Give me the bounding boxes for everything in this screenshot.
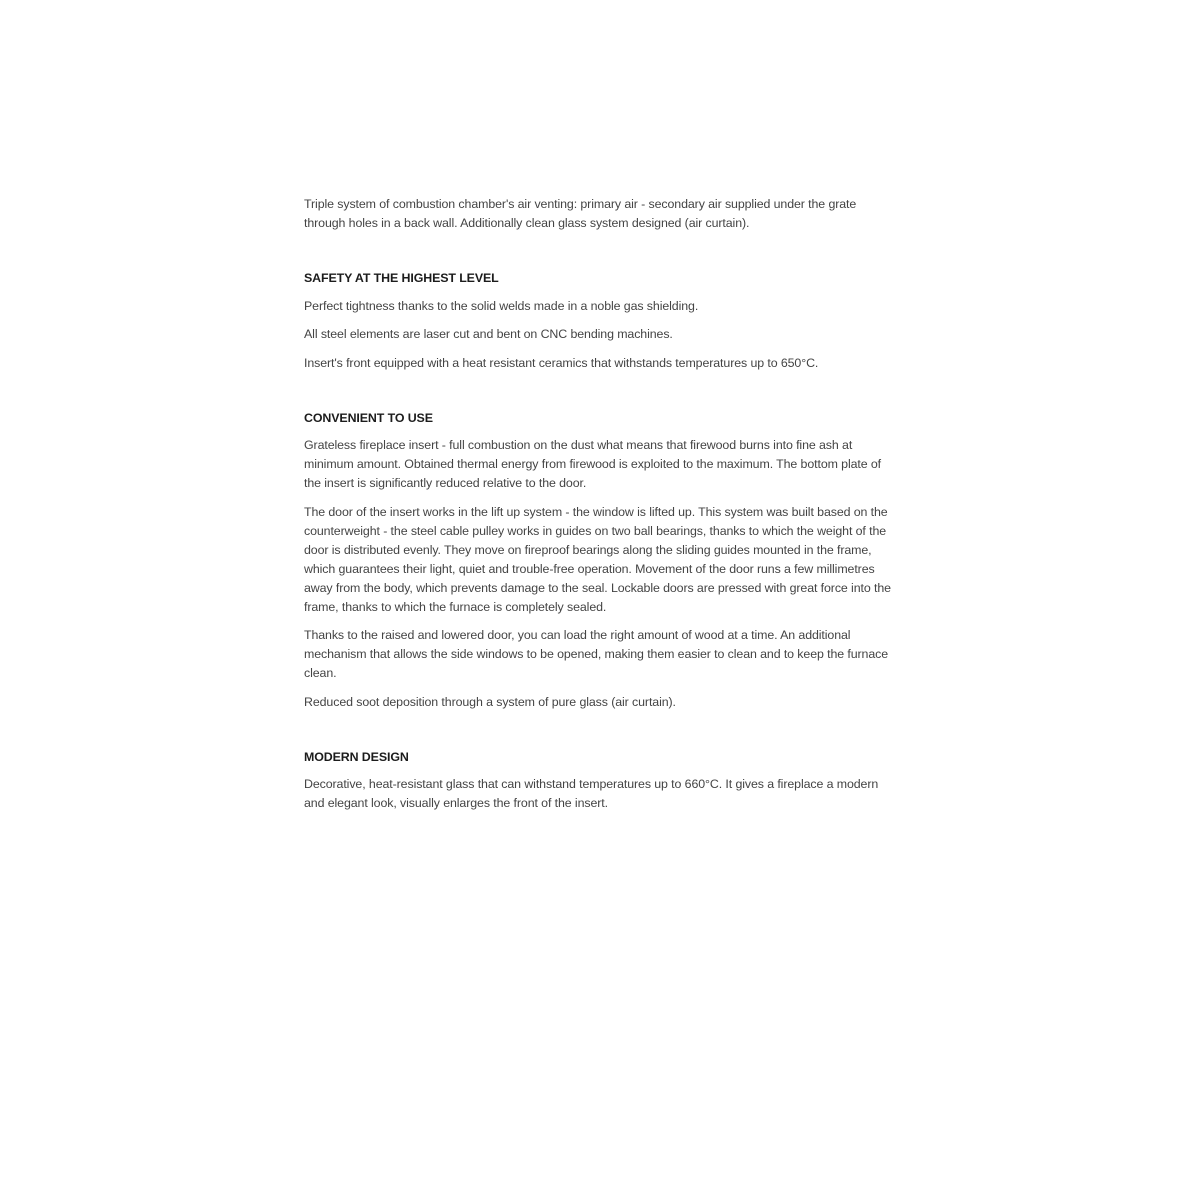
convenient-paragraph: The door of the insert works in the lift up system - the window is lifted up. This system was built based on the counterweight - the steel cable pulley works in guides on two ball bearings, thanks to which the weight of the door is distributed evenly. They move on fireproof bearings along the sliding guides mounted in the frame, which guarantees their light, quiet and trouble-free operation. Movement of the door runs a few millimetres away from the body, which prevents damage to the seal. Lockable doors are pressed with great force into the frame, thanks to which the furnace is completely sealed. <box>304 504 891 614</box>
safety-paragraph: Insert's front equipped with a heat resistant ceramics that withstands temperatures up to 650°C. <box>304 355 819 370</box>
convenient-paragraph: Thanks to the raised and lowered door, you can load the right amount of wood at a time. An additional mechanism that allows the side windows to be opened, making them easier to clean and to keep the furnace clean. <box>304 628 889 680</box>
section-heading-modern-design: MODERN DESIGN <box>304 749 409 764</box>
safety-paragraph: Perfect tightness thanks to the solid welds made in a noble gas shielding. <box>304 298 699 313</box>
modern-design-paragraph: Decorative, heat-resistant glass that can withstand temperatures up to 660°C. It gives a fireplace a modern and elegant look, visually enlarges the front of the insert. <box>304 777 879 810</box>
section-convenient <box>304 409 894 712</box>
document-body <box>304 195 894 823</box>
safety-paragraph: All steel elements are laser cut and bent on CNC bending machines. <box>304 327 673 341</box>
section-safety <box>304 269 894 373</box>
section-modern-design <box>304 748 894 814</box>
section-heading-convenient: CONVENIENT TO USE <box>304 410 433 425</box>
intro-paragraph: Triple system of combustion chamber's air venting: primary air - secondary air supplied under the grate through holes in a back wall. Additionally clean glass system designed (air curtain). <box>304 197 857 230</box>
convenient-paragraph: Reduced soot deposition through a system of pure glass (air curtain). <box>304 694 676 709</box>
convenient-paragraph: Grateless fireplace insert - full combustion on the dust what means that firewood burns into fine ash at minimum amount. Obtained thermal energy from firewood is exploited to the maximum. The bottom plate of the insert is significantly reduced relative to the door. <box>304 438 882 490</box>
section-heading-safety: SAFETY AT THE HIGHEST LEVEL <box>304 271 499 285</box>
